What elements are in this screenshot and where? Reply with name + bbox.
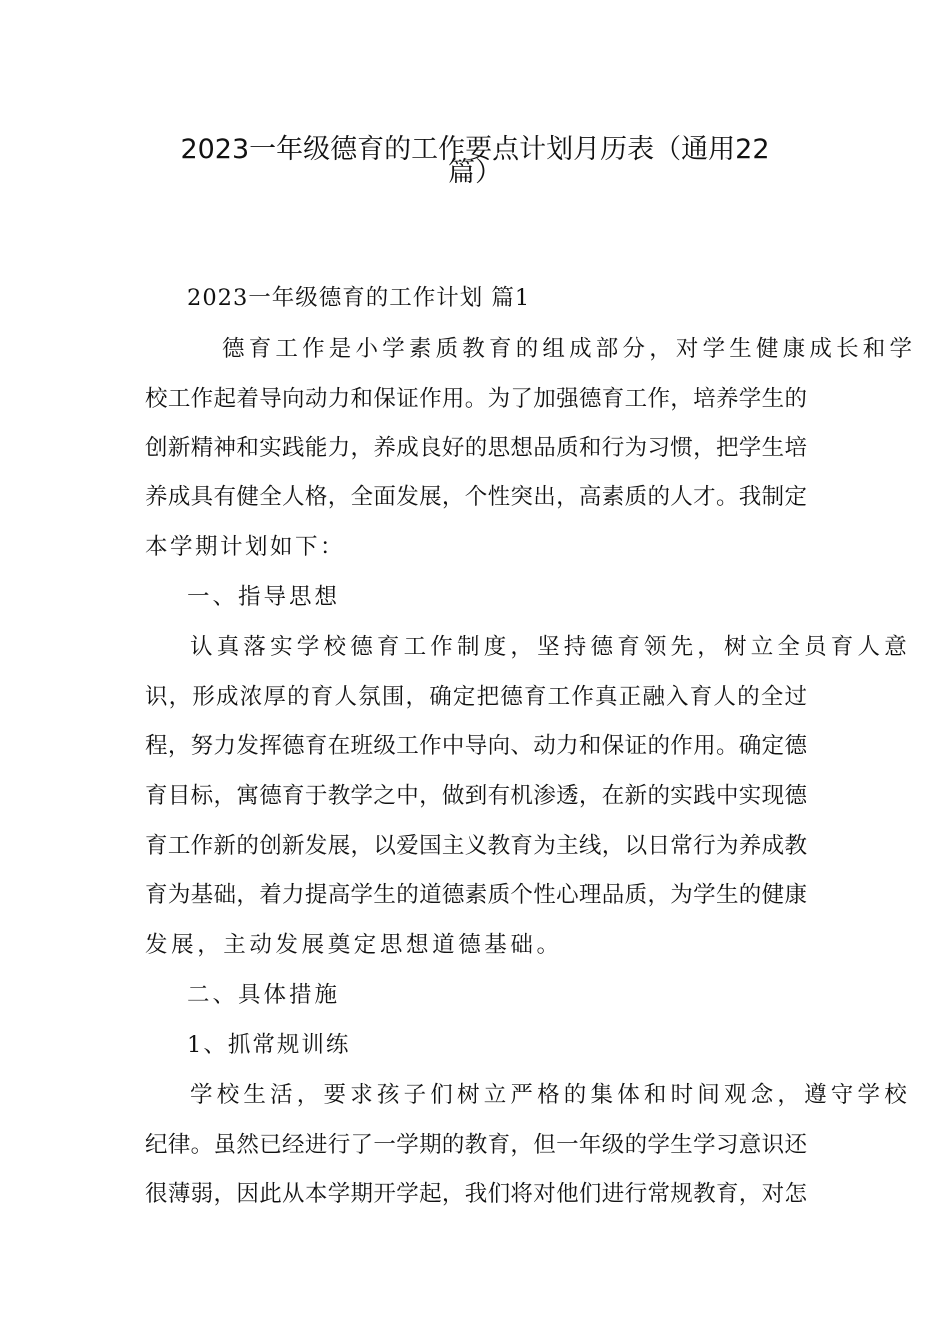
section-heading: 2023一年级德育的工作计划 篇1	[187, 285, 531, 311]
paragraph-line: 学校生活，要求孩子们树立严格的集体和时间观念，遵守学校	[190, 1082, 911, 1108]
paragraph-line: 育目标，寓德育于教学之中，做到有机渗透，在新的实践中实现德	[145, 783, 807, 809]
paragraph-line: 创新精神和实践能力，养成良好的思想品质和行为习惯，把学生培	[145, 435, 807, 461]
subheading-routine-training: 1、抓常规训练	[187, 1032, 351, 1058]
paragraph-line: 校工作起着导向动力和保证作用。为了加强德育工作，培养学生的	[145, 386, 807, 412]
paragraph-line: 养成具有健全人格，全面发展，个性突出，高素质的人才。我制定	[145, 484, 807, 510]
paragraph-line: 育为基础，着力提高学生的道德素质个性心理品质，为学生的健康	[145, 882, 807, 908]
paragraph-line: 德育工作是小学素质教育的组成部分，对学生健康成长和学	[222, 336, 917, 362]
paragraph-line: 认真落实学校德育工作制度，坚持德育领先，树立全员育人意	[190, 634, 911, 660]
subheading-specific-measures: 二、具体措施	[187, 982, 341, 1008]
paragraph-line: 识，形成浓厚的育人氛围，确定把德育工作真正融入育人的全过	[145, 684, 807, 710]
paragraph-line: 程，努力发挥德育在班级工作中导向、动力和保证的作用。确定德	[145, 733, 807, 759]
paragraph-line: 本学期计划如下：	[145, 534, 346, 560]
paragraph-line: 很薄弱，因此从本学期开学起，我们将对他们进行常规教育，对怎	[145, 1181, 807, 1207]
document-title-line-1: 2023一年级德育的工作要点计划月历表（通用22	[180, 134, 770, 165]
paragraph-line: 发展，主动发展奠定思想道德基础。	[145, 932, 563, 958]
paragraph-line: 纪律。虽然已经进行了一学期的教育，但一年级的学生学习意识还	[145, 1132, 807, 1158]
paragraph-line: 育工作新的创新发展，以爱国主义教育为主线，以日常行为养成教	[145, 833, 807, 859]
subheading-guiding-thought: 一、指导思想	[187, 584, 341, 610]
document-title-line-2: 篇）	[448, 157, 502, 188]
